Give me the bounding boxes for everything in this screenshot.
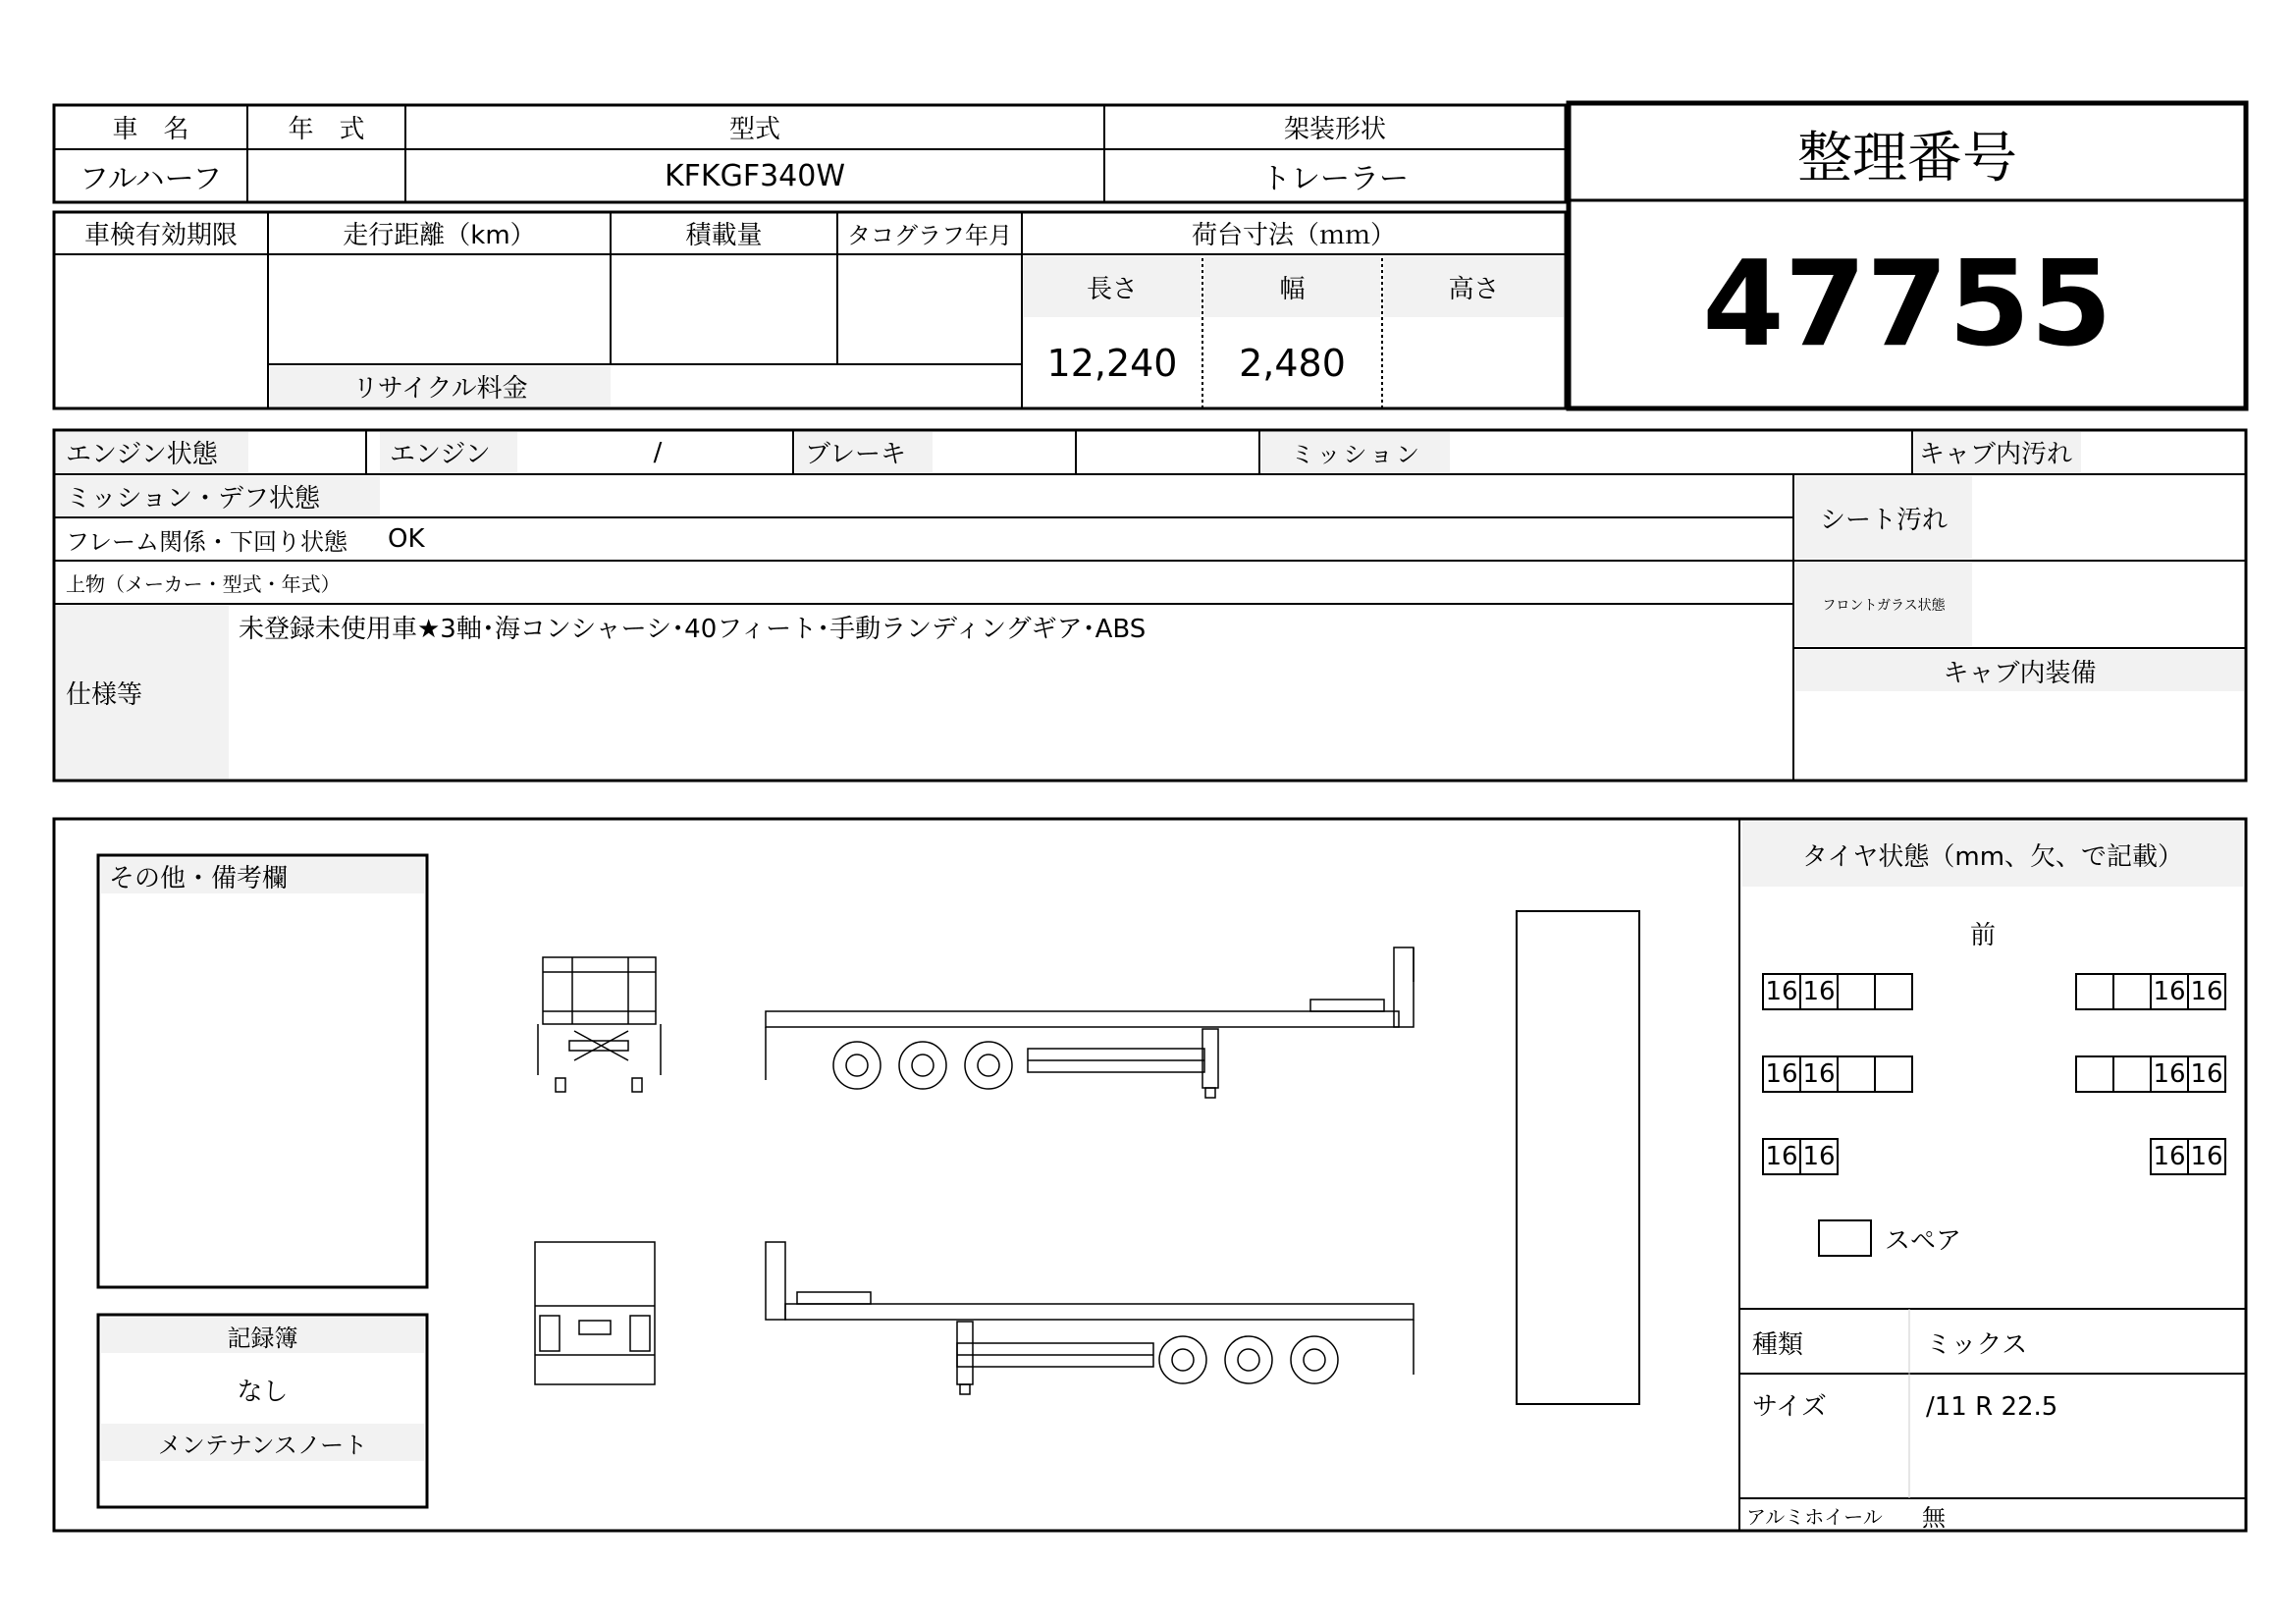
frame-label: フレーム関係・下回り状態 <box>66 527 348 556</box>
windshield-label: フロントガラス状態 <box>1795 563 1972 646</box>
tire-cell: 16 <box>2150 973 2189 1010</box>
upper-label: 上物（メーカー・型式・年式） <box>66 571 341 596</box>
tire-cell: 16 <box>1799 973 1839 1010</box>
upper-value <box>452 563 1787 602</box>
trailer-side-view-right <box>766 947 1414 1098</box>
tire-cell: 16 <box>1799 1055 1839 1093</box>
alloy-value: 無 <box>1922 1503 1946 1532</box>
tire-cell <box>2112 973 2152 1010</box>
car-name-label: 車 名 <box>112 115 189 144</box>
mileage-value <box>268 254 611 364</box>
record-value: なし <box>237 1377 289 1407</box>
capacity-label: 積載量 <box>685 221 763 250</box>
body-type-label: 架装形状 <box>1283 115 1386 144</box>
recycle-value <box>611 366 1022 406</box>
tachograph-label: タコグラフ年月 <box>847 222 1012 249</box>
record-label: 記録簿 <box>101 1318 424 1353</box>
model-label: 型式 <box>728 115 780 144</box>
tire-cell <box>1837 973 1876 1010</box>
body-type-value: トレーラー <box>1261 162 1409 196</box>
engine-separator: / <box>653 437 663 467</box>
length-value: 12,240 <box>1046 341 1178 385</box>
tire-size-value: /11 R 22.5 <box>1926 1392 2058 1422</box>
tire-cell <box>1874 973 1913 1010</box>
tire-cell <box>2075 1055 2114 1093</box>
control-number-value: 47755 <box>1702 236 2112 373</box>
width-label: 幅 <box>1204 256 1380 317</box>
tire-title: タイヤ状態（mm、欠、で記載） <box>1742 822 2243 887</box>
mission-diff-value <box>383 476 1787 515</box>
tire-cell <box>1837 1055 1876 1093</box>
spec-value: 未登録未使用車★3軸･海コンシャーシ･40フィート･手動ランディングギア･ABS <box>239 615 1147 644</box>
tire-cell <box>2112 1055 2152 1093</box>
tire-cell: 16 <box>1762 1055 1801 1093</box>
inspection-label: 車検有効期限 <box>83 221 238 250</box>
tire-cell: 16 <box>2187 1055 2226 1093</box>
brake-label: ブレーキ <box>795 432 933 472</box>
capacity-value <box>611 254 837 364</box>
height-label: 高さ <box>1384 256 1564 317</box>
trailer-rear-view <box>535 1242 655 1384</box>
tire-cell <box>1874 1055 1913 1093</box>
inspection-value <box>54 254 268 408</box>
frame-value: OK <box>388 524 425 554</box>
cargo-dims-label: 荷台寸法（ｍｍ） <box>1191 221 1396 250</box>
tire-type-label: 種類 <box>1752 1330 1804 1360</box>
control-number-label: 整理番号 <box>1797 127 2017 190</box>
tire-cell: 16 <box>1762 973 1801 1010</box>
year-label: 年 式 <box>288 115 365 144</box>
spec-label: 仕様等 <box>56 606 229 779</box>
tire-cell: 16 <box>1762 1138 1801 1175</box>
mileage-label: 走行距離（km） <box>343 221 536 250</box>
mission-diff-label: ミッション・デフ状態 <box>56 476 380 515</box>
maintenance-label: メンテナンスノート <box>101 1424 424 1461</box>
car-name-value: フルハーフ <box>79 162 223 196</box>
remarks-label: その他・備考欄 <box>101 858 424 893</box>
engine-state-label: エンジン状態 <box>56 432 248 472</box>
front-label: 前 <box>1969 920 1996 950</box>
trailer-side-view-left <box>766 1242 1414 1394</box>
trailer-front-view <box>538 957 661 1092</box>
tire-cell: 16 <box>2187 1138 2226 1175</box>
tire-cell: 16 <box>2187 973 2226 1010</box>
width-value: 2,480 <box>1239 341 1346 385</box>
model-value: KFKGF340W <box>664 158 846 193</box>
spare-checkbox[interactable] <box>1818 1219 1872 1257</box>
cab-dirt-label: キャブ内汚れ <box>1914 432 2081 472</box>
height-value <box>1384 319 1564 406</box>
length-label: 長さ <box>1024 256 1201 317</box>
year-value <box>247 149 405 202</box>
recycle-label: リサイクル料金 <box>270 366 611 406</box>
tachograph-value <box>837 254 1022 364</box>
tire-cell: 16 <box>2150 1138 2189 1175</box>
seat-dirt-label: シート汚れ <box>1795 476 1972 559</box>
tire-type-value: ミックス <box>1926 1330 2028 1360</box>
alloy-label: アルミホイール <box>1746 1504 1883 1529</box>
tire-cell: 16 <box>2150 1055 2189 1093</box>
tire-size-label: サイズ <box>1752 1391 1827 1422</box>
spare-label: スペア <box>1885 1225 1962 1256</box>
engine-label: エンジン <box>380 432 517 472</box>
tire-cell <box>2075 973 2114 1010</box>
mission-label: ミッション <box>1261 432 1450 472</box>
cab-equip-label: キャブ内装備 <box>1795 650 2244 691</box>
tire-cell: 16 <box>1799 1138 1839 1175</box>
